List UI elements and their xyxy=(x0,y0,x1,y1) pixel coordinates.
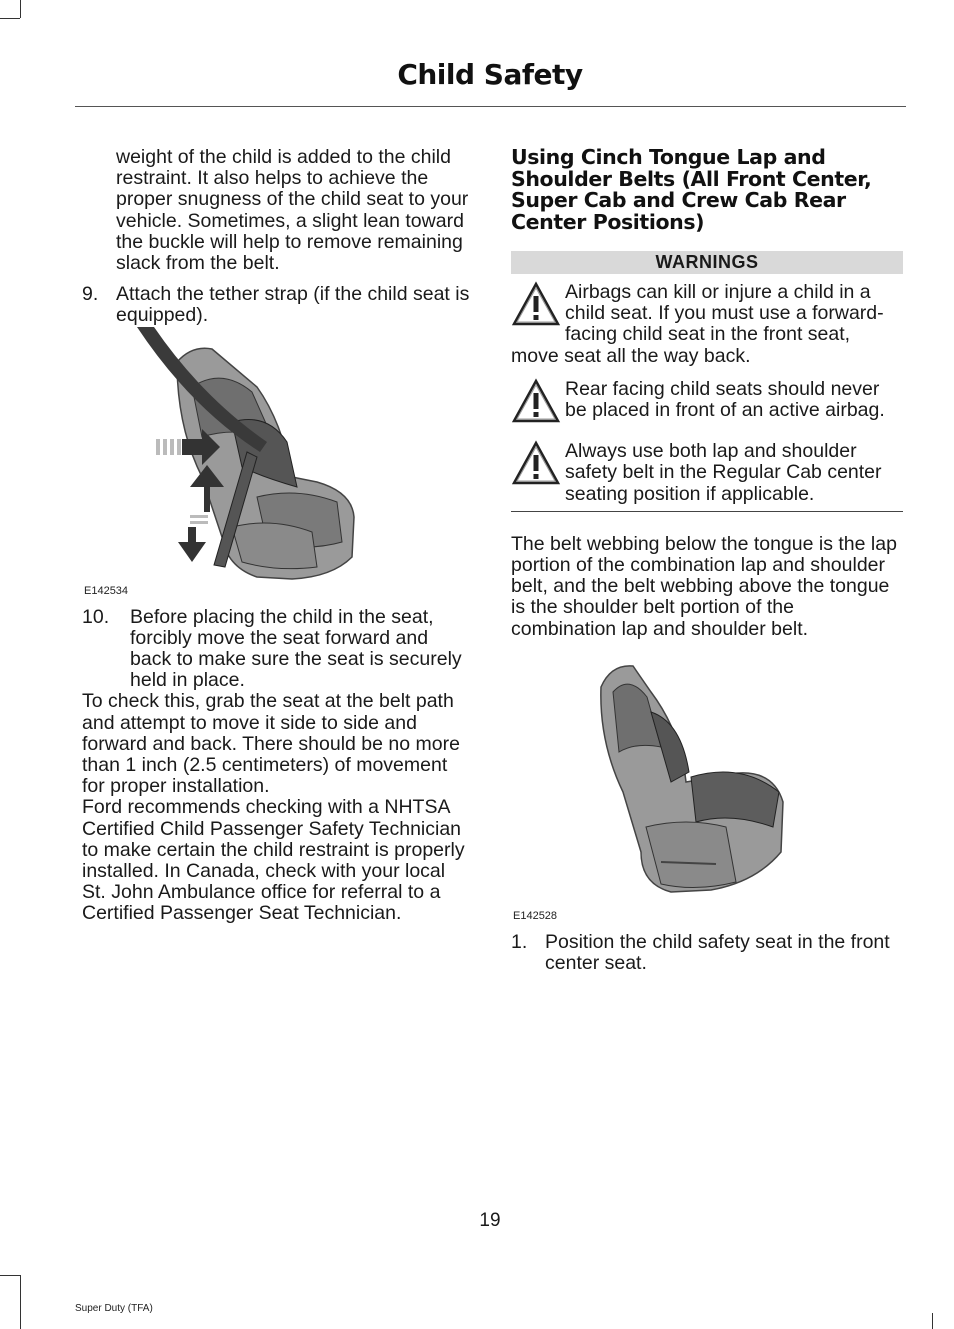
step-9 xyxy=(82,284,474,326)
document-footer: Super Duty (TFA) xyxy=(75,1303,153,1314)
child-seat-illustration xyxy=(511,652,903,922)
step-number: 9. xyxy=(82,283,99,306)
figure-child-seat xyxy=(511,652,903,922)
step-number: 10. xyxy=(82,605,110,628)
crop-mark xyxy=(0,1275,20,1276)
figure-tether-strap xyxy=(82,327,474,597)
page-title: Child Safety xyxy=(397,58,583,91)
paragraph: The belt webbing below the tongue is the lap portion of the combination lap and shoulder belt, and the belt webbing above the tongue is the shoulder belt portion of the combination lap and shoulder belt. xyxy=(511,532,897,640)
warnings-divider xyxy=(511,511,903,512)
figure-label: E142534 xyxy=(84,584,129,597)
warning-triangle-icon xyxy=(511,377,561,425)
warning-text: Always use both lap and shoulder safety belt in the Regular Cab center seating position if applicable. xyxy=(565,440,882,505)
right-column xyxy=(511,147,903,974)
step-text: Before placing the child in the seat, forcibly move the seat forward and back to make sure the seat is securely held in place. xyxy=(130,605,462,692)
continuation-text: weight of the child is added to the child restraint. It also helps to achieve the proper snugness of the child seat to your vehicle. Sometimes, a slight lean toward the buckle will help to remove remaining slack from the belt. xyxy=(116,146,469,275)
figure-label: E142528 xyxy=(513,909,558,922)
warnings-header: WARNINGS xyxy=(511,251,903,274)
page-number: 19 xyxy=(479,1210,501,1231)
child-seat-tether-illustration xyxy=(82,327,474,597)
step-text: Attach the tether strap (if the child seat is equipped). xyxy=(116,283,470,327)
section-heading: Using Cinch Tongue Lap and Shoulder Belts (All Front Center, Super Cab and Crew Cab Rear Center Positions) xyxy=(511,145,872,234)
left-column xyxy=(82,147,474,925)
warning-item xyxy=(511,375,903,421)
warning-text: Airbags can kill or injure a child in a child seat. If you must use a forward-facing child seat in the front seat, move seat all the way back. xyxy=(511,281,884,367)
paragraph: To check this, grab the seat at the belt path and attempt to move it side to side and forward and back. There should be no more than 1 inch (2.5 centimeters) of movement for proper installation. xyxy=(82,690,460,798)
crop-mark xyxy=(932,1313,933,1329)
step-text: Position the child safety seat in the front center seat. xyxy=(545,930,890,975)
crop-mark xyxy=(20,1275,21,1329)
crop-mark xyxy=(20,0,21,18)
header-divider xyxy=(75,106,906,107)
paragraph: Ford recommends checking with a NHTSA Certified Child Passenger Safety Technician to make certain the child restraint is properly installed. In Canada, check with your local St. John Ambulance office for referral to a Certified Passenger Seat Technician. xyxy=(82,796,465,925)
crop-mark xyxy=(0,18,20,19)
warning-item xyxy=(511,282,903,367)
warning-text: Rear facing child seats should never be placed in front of an active airbag. xyxy=(565,377,885,422)
step-1 xyxy=(511,932,903,974)
warning-triangle-icon xyxy=(511,280,561,328)
step-number: 1. xyxy=(511,930,528,953)
step-10 xyxy=(82,607,474,692)
warning-item xyxy=(511,429,903,505)
warning-triangle-icon xyxy=(511,439,561,487)
